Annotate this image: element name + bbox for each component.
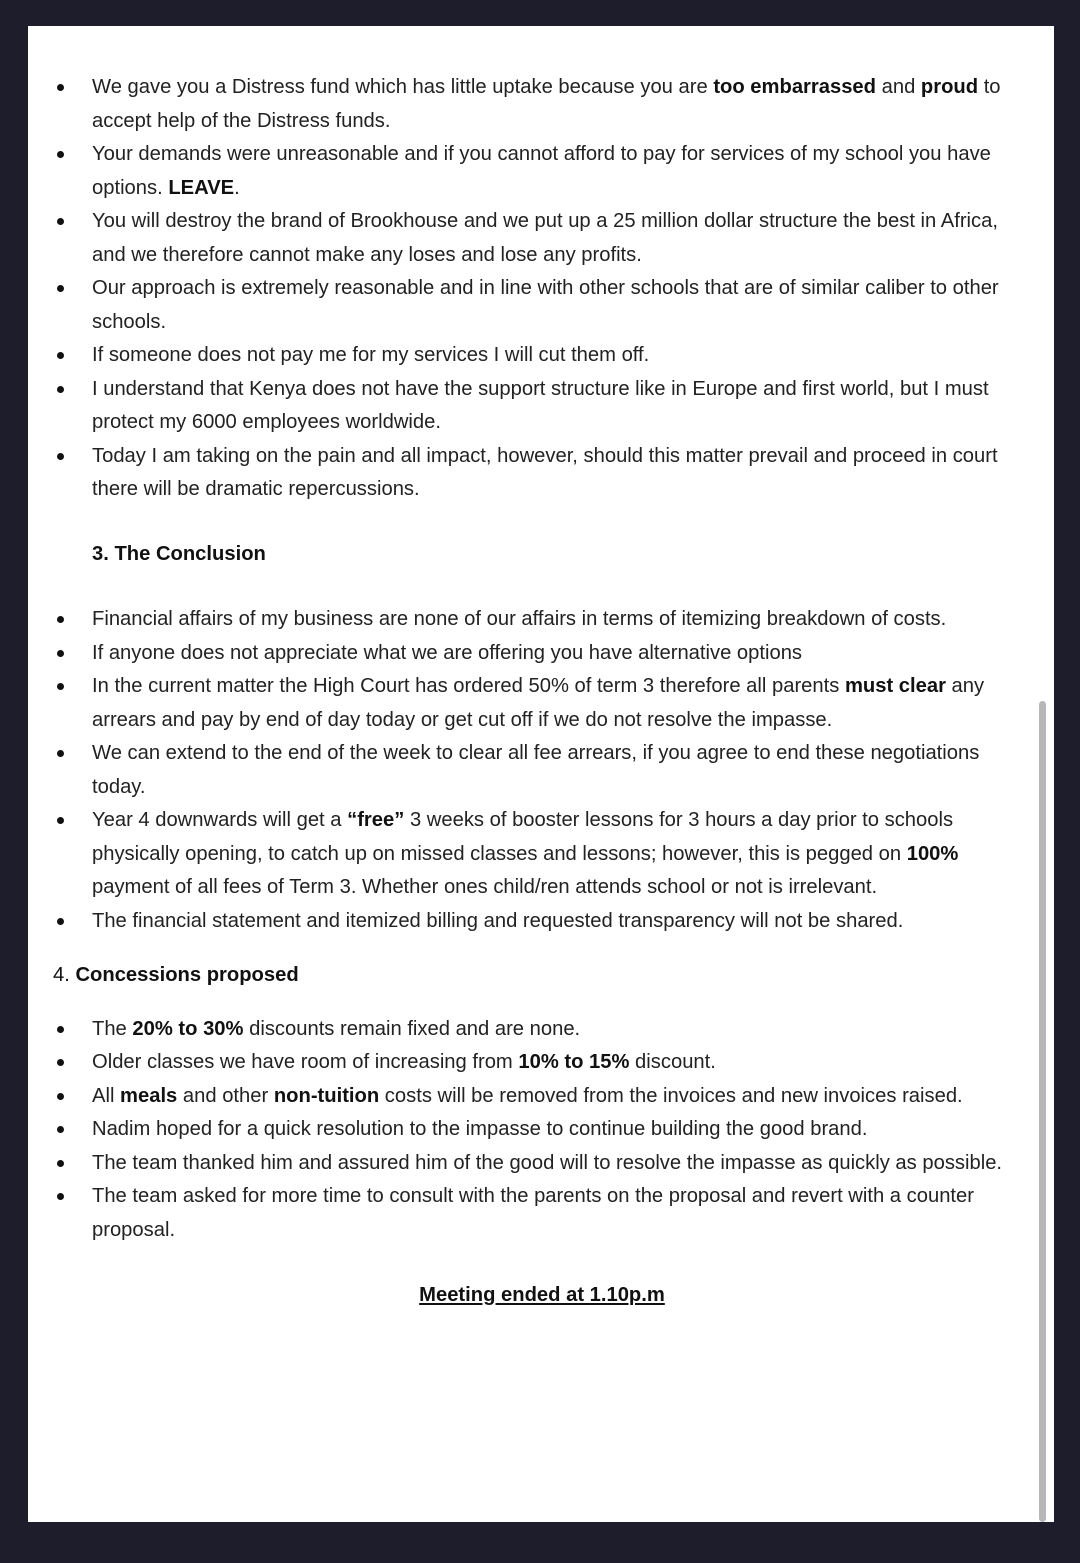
bullet-item bbox=[28, 373, 1054, 440]
text-segment: The team asked for more time to consult with the parents on the proposal and revert with a counter proposal. bbox=[92, 1185, 974, 1241]
text-segment: . bbox=[234, 176, 240, 199]
bullet-item bbox=[28, 603, 1054, 637]
text-segment: and bbox=[876, 76, 921, 98]
text-segment: The bbox=[92, 1017, 133, 1040]
text-segment: Today I am taking on the pain and all impact, however, should this matter prevail and proceed in court there will be dramatic repercussions. bbox=[92, 444, 998, 500]
text-segment: costs will be removed from the invoices and new invoices raised. bbox=[379, 1084, 963, 1107]
text-segment: any arrears and pay by end of day today or get cut off if we do not resolve the impasse. bbox=[92, 675, 985, 731]
text-segment: Year 4 downwards will get a bbox=[92, 809, 348, 831]
text-segment: We gave you a Distress fund which has little uptake because you are bbox=[92, 76, 714, 98]
text-segment: discount. bbox=[629, 1051, 716, 1073]
bold-text: proud bbox=[920, 76, 979, 98]
document-page bbox=[28, 26, 1054, 1522]
text-segment: Financial affairs of my business are none of our affairs in terms of itemizing breakdown of costs. bbox=[92, 608, 947, 630]
bullet-item bbox=[28, 637, 1054, 671]
bullet-item bbox=[28, 440, 1054, 507]
text-segment: payment of all fees of Term 3. Whether ones child/ren attends school or not is irrelevant. bbox=[92, 876, 878, 898]
bold-text: non-tuition bbox=[273, 1084, 380, 1107]
bullet-item bbox=[28, 1080, 1054, 1114]
bullet-item bbox=[28, 1013, 1054, 1047]
text-segment: If someone does not pay me for my services I will cut them off. bbox=[92, 344, 650, 366]
text-segment: and other bbox=[177, 1084, 274, 1107]
bullet-item bbox=[28, 272, 1054, 339]
bullet-item bbox=[28, 737, 1054, 804]
bold-text: 100% bbox=[906, 842, 959, 865]
text-segment: You will destroy the brand of Brookhouse and we put up a 25 million dollar structure the best in Africa, and we therefore cannot make any loses and lose any profits. bbox=[92, 210, 998, 266]
text-segment: 3 weeks of booster lessons for 3 hours a day prior to schools physically opening, to catch up on missed classes and lessons; however, this is pegged on bbox=[92, 809, 954, 865]
bullet-item bbox=[28, 905, 1054, 939]
bold-text: 20% to 30% bbox=[132, 1017, 244, 1040]
text-segment: The team thanked him and assured him of the good will to resolve the impasse as quickly as possible. bbox=[92, 1151, 1003, 1174]
meeting-ended-note: Meeting ended at 1.10p.m bbox=[419, 1284, 665, 1306]
text-segment: All bbox=[92, 1084, 121, 1107]
text-segment: In the current matter the High Court has ordered 50% of term 3 therefore all parents bbox=[92, 675, 845, 697]
text-segment: Your demands were unreasonable and if you cannot afford to pay for services of my school you have options. bbox=[92, 143, 991, 199]
bold-text: too embarrassed bbox=[713, 76, 876, 98]
section-4-number: 4. bbox=[53, 964, 76, 986]
bold-text: 10% to 15% bbox=[518, 1051, 630, 1073]
text-segment: I understand that Kenya does not have the support structure like in Europe and first world, but I must protect my 6000 employees worldwide. bbox=[92, 377, 989, 433]
bullet-item bbox=[28, 1113, 1054, 1147]
bullet-item bbox=[28, 1046, 1054, 1080]
bold-text: LEAVE bbox=[168, 176, 235, 199]
bullet-list-conclusion bbox=[28, 603, 1054, 938]
text-segment: to accept help of the Distress funds. bbox=[92, 76, 1001, 132]
bullet-item bbox=[28, 205, 1054, 272]
bullet-item bbox=[28, 71, 1054, 138]
bullet-item bbox=[28, 339, 1054, 373]
bullet-list-statements bbox=[28, 71, 1054, 507]
bold-text: “free” bbox=[347, 809, 405, 831]
bold-text: meals bbox=[120, 1084, 178, 1107]
text-segment: discounts remain fixed and are none. bbox=[243, 1017, 581, 1040]
text-segment: Our approach is extremely reasonable and in line with other schools that are of similar caliber to other schools. bbox=[92, 277, 999, 333]
bullet-item bbox=[28, 138, 1054, 205]
vertical-scrollbar[interactable] bbox=[1039, 701, 1046, 1522]
section-4-title: Concessions proposed bbox=[75, 964, 299, 986]
bullet-item bbox=[28, 804, 1054, 905]
bullet-item bbox=[28, 1180, 1054, 1247]
bullet-item bbox=[28, 670, 1054, 737]
bullet-list-concessions bbox=[28, 1013, 1054, 1248]
text-segment: The financial statement and itemized billing and requested transparency will not be shared. bbox=[92, 909, 904, 932]
text-segment: We can extend to the end of the week to clear all fee arrears, if you agree to end these negotiations today. bbox=[92, 742, 980, 798]
section-4-heading bbox=[28, 959, 1054, 993]
text-segment: If anyone does not appreciate what we are offering you have alternative options bbox=[92, 641, 803, 664]
bold-text: must clear bbox=[844, 675, 946, 697]
section-3-heading: 3. The Conclusion bbox=[92, 542, 266, 565]
bullet-item bbox=[28, 1147, 1054, 1181]
text-segment: Nadim hoped for a quick resolution to the impasse to continue building the good brand. bbox=[92, 1118, 868, 1140]
text-segment: Older classes we have room of increasing from bbox=[92, 1051, 519, 1073]
